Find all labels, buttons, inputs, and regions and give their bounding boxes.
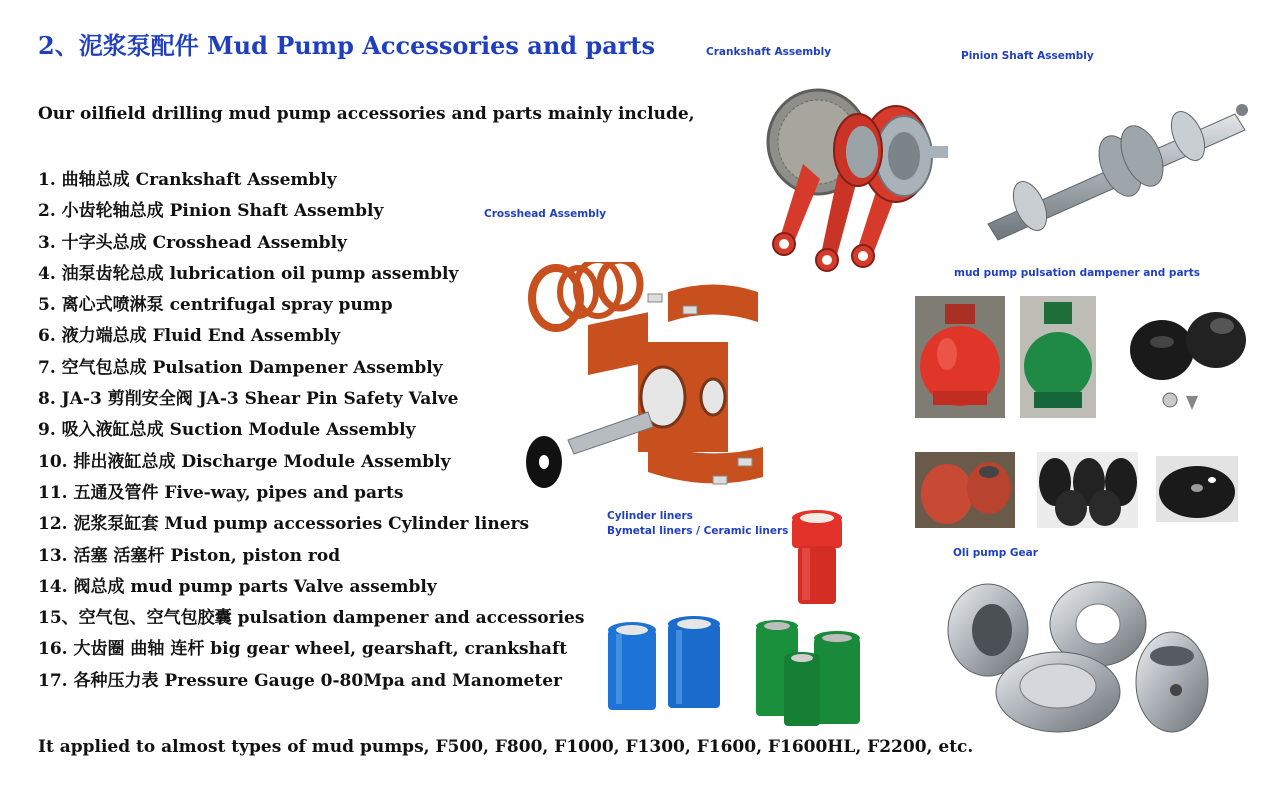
- list-item: 10. 排出液缸总成 Discharge Module Assembly: [38, 451, 451, 472]
- crankshaft-assembly-image: [758, 84, 950, 280]
- crankshaft-caption: Crankshaft Assembly: [706, 46, 832, 58]
- dampener-caption: mud pump pulsation dampener and parts: [954, 267, 1200, 279]
- list-item: 17. 各种压力表 Pressure Gauge 0-80Mpa and Manometer: [38, 670, 562, 691]
- liners-caption: Cylinder liners: [607, 510, 693, 522]
- blue-liners-image: [606, 616, 726, 716]
- oil-pump-gear-image: [940, 572, 1220, 740]
- crosshead-caption: Crosshead Assembly: [484, 208, 607, 220]
- list-item: 13. 活塞 活塞杆 Piston, piston rod: [38, 545, 341, 566]
- liners-caption-2: Bymetal liners / Ceramic liners: [607, 525, 789, 537]
- dampener-red-photo: [915, 296, 1005, 418]
- page-title: 2、泥浆泵配件 Mud Pump Accessories and parts: [38, 31, 655, 60]
- list-item: 3. 十字头总成 Crosshead Assembly: [38, 232, 347, 253]
- green-liners-image: [754, 618, 864, 730]
- dampener-bladder-photo: [1126, 300, 1252, 415]
- footer-text: It applied to almost types of mud pumps, F500, F800, F1000, F1300, F1600, F1600HL, F2200, etc.: [38, 737, 974, 757]
- list-item: 16. 大齿圈 曲轴 连杆 big gear wheel, gearshaft, crankshaft: [38, 639, 568, 660]
- list-item: 5. 离心式喷淋泵 centrifugal spray pump: [38, 295, 393, 316]
- pinion-shaft-image: [980, 96, 1260, 251]
- list-item: 15、空气包、空气包胶囊 pulsation dampener and accessories: [38, 608, 585, 629]
- list-item: 9. 吸入液缸总成 Suction Module Assembly: [38, 420, 416, 441]
- list-item: 4. 油泵齿轮总成 lubrication oil pump assembly: [38, 263, 459, 284]
- dampener-green-photo: [1020, 296, 1096, 418]
- bladders-photo: [1037, 452, 1138, 528]
- list-item: 8. JA-3 剪削安全阀 JA-3 Shear Pin Safety Valve: [38, 389, 459, 410]
- list-item: 6. 液力端总成 Fluid End Assembly: [38, 326, 341, 347]
- parts-list: [38, 168, 584, 700]
- list-item: 14. 阀总成 mud pump parts Valve assembly: [38, 576, 437, 597]
- diaphragm-photo: [1156, 456, 1238, 522]
- list-item: 7. 空气包总成 Pulsation Dampener Assembly: [38, 357, 443, 378]
- gear-caption: Oli pump Gear: [953, 547, 1038, 559]
- intro-text: Our oilfield drilling mud pump accessories and parts mainly include,: [38, 104, 695, 124]
- list-item: 12. 泥浆泵缸套 Mud pump accessories Cylinder liners: [38, 514, 530, 535]
- ceramic-liner-image: [788, 508, 846, 606]
- dampener-body-photo: [915, 452, 1015, 528]
- crosshead-assembly-image: [508, 262, 770, 498]
- pinion-caption: Pinion Shaft Assembly: [961, 50, 1094, 62]
- list-item: 1. 曲轴总成 Crankshaft Assembly: [38, 170, 337, 190]
- list-item: 11. 五通及管件 Five-way, pipes and parts: [38, 482, 404, 503]
- list-item: 2. 小齿轮轴总成 Pinion Shaft Assembly: [38, 201, 384, 222]
